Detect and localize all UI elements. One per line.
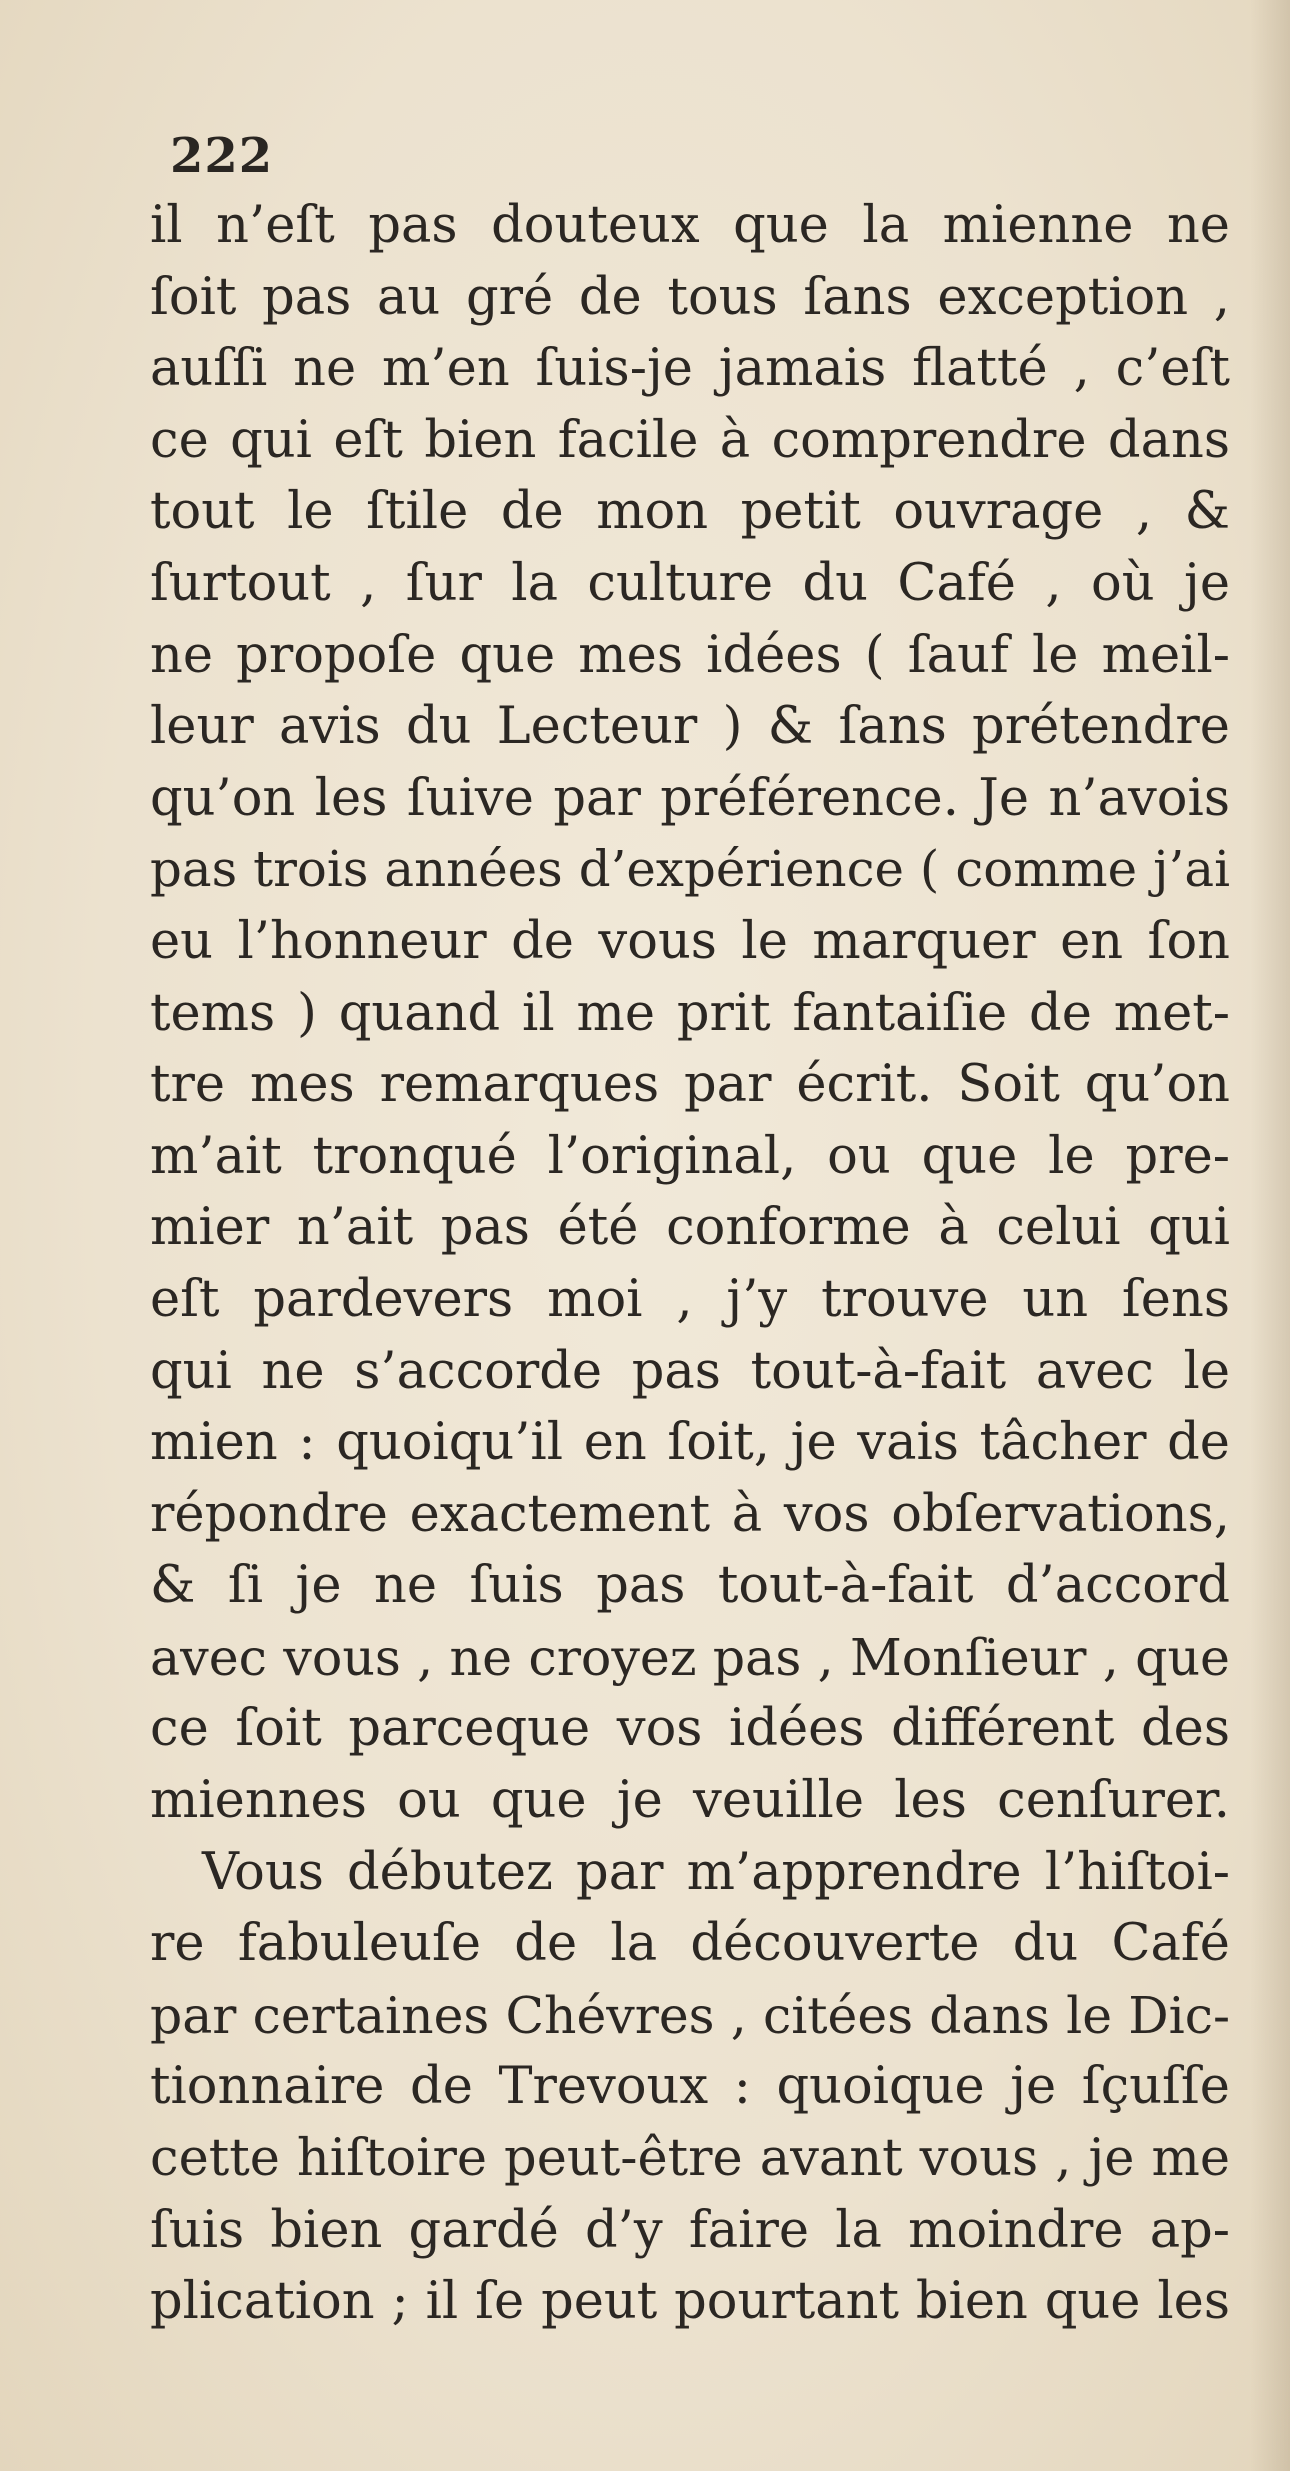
text-line: avec vous , ne croyez pas , Monſieur , que	[150, 1627, 1230, 1687]
text-line: répondre exactement à vos obſervations,	[150, 1484, 1230, 1544]
text-line: re fabuleuſe de la découverte du Café	[150, 1914, 1230, 1974]
text-line: qui ne s’accorde pas tout-à-fait avec le	[150, 1341, 1230, 1401]
text-line: plication ; il ſe peut pourtant bien que les	[150, 2272, 1230, 2332]
text-line: tionnaire de Trevoux : quoique je ſçuſſe	[150, 2057, 1230, 2117]
text-line: mien : quoiqu’il en ſoit, je vais tâcher de	[150, 1413, 1230, 1473]
text-line: ce qui eſt bien facile à comprendre dans	[150, 410, 1230, 470]
text-line: eſt pardevers moi , j’y trouve un ſens	[150, 1269, 1230, 1329]
text-line: mier n’ait pas été conforme à celui qui	[150, 1198, 1230, 1258]
text-line: ne propoſe que mes idées ( ſauf le meil-	[150, 625, 1230, 685]
page-number: 222	[170, 128, 274, 184]
text-line: m’ait tronqué l’original, ou que le pre-	[150, 1126, 1230, 1186]
text-line: par certaines Chévres , citées dans le Dic-	[150, 1985, 1230, 2045]
body-text	[150, 190, 1230, 2338]
paragraph-end-line: miennes ou que je veuille les cenſurer.	[150, 1771, 1230, 1831]
text-line: ſuis bien gardé d’y faire la moindre ap-	[150, 2200, 1230, 2260]
text-line: tre mes remarques par écrit. Soit qu’on	[150, 1055, 1230, 1115]
text-line: qu’on les ſuive par préférence. Je n’avois	[150, 768, 1230, 828]
text-line: il n’eſt pas douteux que la mienne ne	[150, 196, 1230, 255]
text-line: tout le ſtile de mon petit ouvrage , &	[150, 482, 1230, 542]
text-line: leur avis du Lecteur ) & ſans prétendre	[150, 697, 1230, 757]
text-line: cette hiſtoire peut-être avant vous , je me	[150, 2129, 1230, 2189]
text-line: ſurtout , ſur la culture du Café , où je	[150, 553, 1230, 613]
text-line: pas trois années d’expérience ( comme j’ai	[150, 840, 1230, 899]
text-line: ce ſoit parceque vos idées différent des	[150, 1699, 1230, 1759]
text-line: ſoit pas au gré de tous ſans exception ,	[150, 267, 1230, 327]
page-edge-shadow	[1250, 0, 1290, 2471]
text-line: auſſi ne m’en ſuis-je jamais flatté , c’eſt	[150, 339, 1230, 399]
text-line: tems ) quand il me prit fantaiſie de met-	[150, 983, 1230, 1043]
paragraph-start-line: Vous débutez par m’apprendre l’hiſtoi-	[202, 1842, 1230, 1902]
text-line: eu l’honneur de vous le marquer en ſon	[150, 911, 1230, 971]
text-line: & ſi je ne ſuis pas tout-à-fait d’accord	[150, 1556, 1230, 1616]
